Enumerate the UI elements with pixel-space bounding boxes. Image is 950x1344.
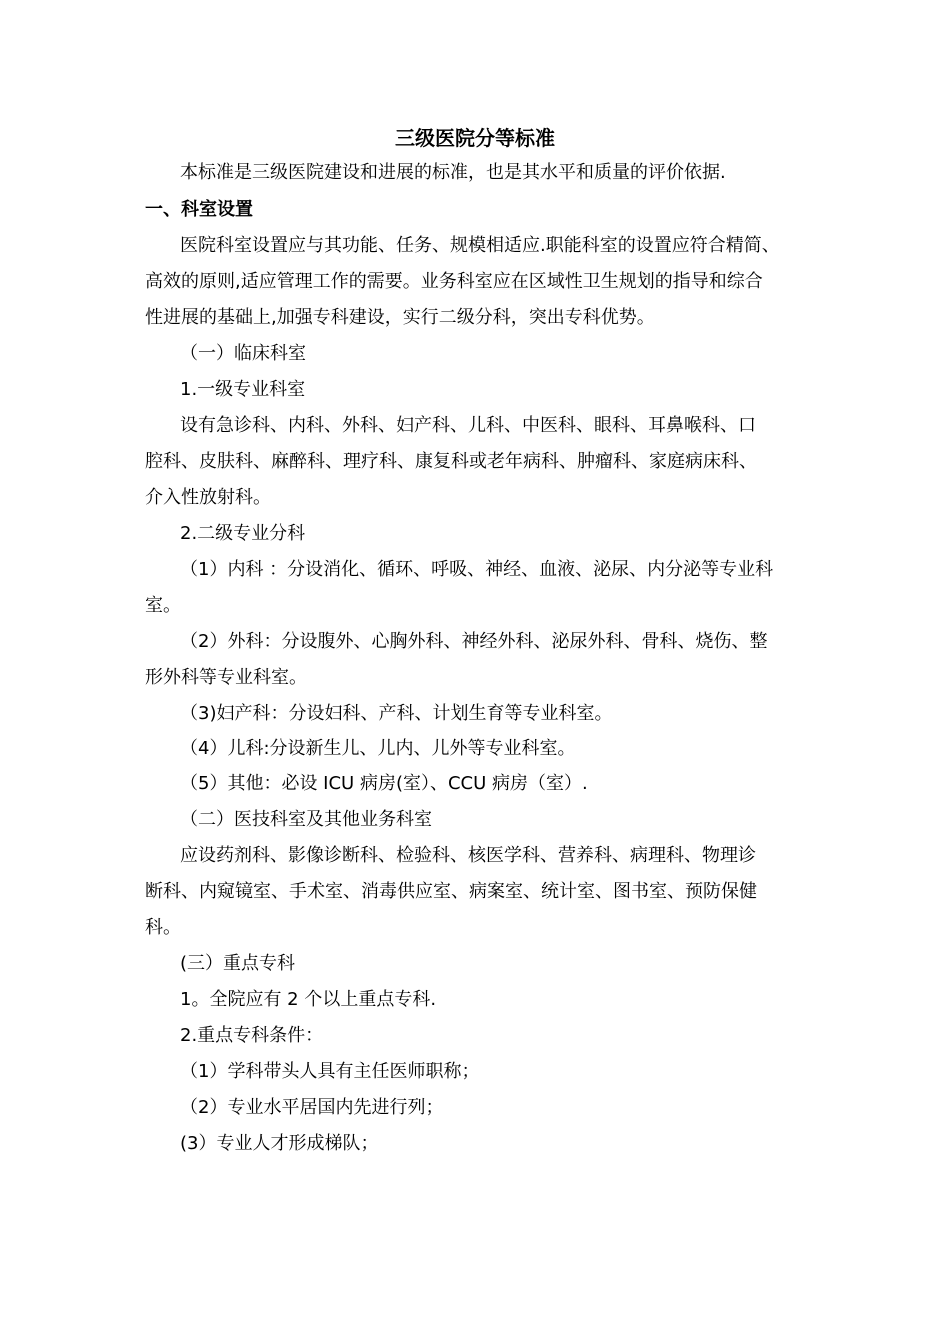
paragraph-line: 科。 (145, 917, 181, 938)
paragraph-line: 介入性放射科。 (145, 487, 271, 508)
item-title: 1.一级专业科室 (180, 379, 306, 400)
section-heading-dept-setup: 一、科室设置 (145, 199, 253, 220)
paragraph-line: 性进展的基础上,加强专科建设，实行二级分科，突出专科优势。 (145, 307, 655, 328)
intro-text: 本标准是三级医院建设和进展的标准，也是其水平和质量的评价依据. (180, 162, 726, 183)
paragraph-line: 2.重点专科条件： (180, 1025, 324, 1046)
subheading-medical-tech-depts: （二）医技科室及其他业务科室 (180, 809, 432, 830)
paragraph-line: (3）专业人才形成梯队； (180, 1133, 379, 1154)
paragraph-line: （2）专业水平居国内先进行列； (180, 1097, 444, 1118)
paragraph-line: （2）外科：分设腹外、心胸外科、神经外科、泌尿外科、骨科、烧伤、整 (180, 631, 768, 652)
paragraph-line: （3)妇产科：分设妇科、产科、计划生育等专业科室。 (180, 703, 613, 724)
paragraph-line: 1。全院应有 2 个以上重点专科. (180, 989, 437, 1010)
item-title: 2.二级专业分科 (180, 523, 306, 544)
paragraph-line: 形外科等专业科室。 (145, 667, 307, 688)
paragraph-line: 腔科、皮肤科、麻醉科、理疗科、康复科或老年病科、肿瘤科、家庭病床科、 (145, 451, 757, 472)
paragraph-line: 医院科室设置应与其功能、任务、规模相适应.职能科室的设置应符合精简、 (180, 235, 780, 256)
paragraph-line: （5）其他：必设 ICU 病房(室）、CCU 病房（室）. (180, 773, 588, 794)
document-title: 三级医院分等标准 (395, 126, 555, 150)
subheading-clinical-depts: （一）临床科室 (180, 343, 306, 364)
paragraph-line: （1）内科 ：分设消化、循环、呼吸、神经、血液、泌尿、内分泌等专业科 (180, 559, 774, 580)
paragraph-line: 应设药剂科、影像诊断科、检验科、核医学科、营养科、病理科、物理诊 (180, 845, 756, 866)
subheading-key-specialties: (三）重点专科 (180, 953, 296, 974)
paragraph-line: 断科、内窥镜室、手术室、消毒供应室、病案室、统计室、图书室、预防保健 (145, 881, 757, 902)
paragraph-line: 室。 (145, 595, 181, 616)
paragraph-line: （1）学科带头人具有主任医师职称； (180, 1061, 480, 1082)
paragraph-line: 设有急诊科、内科、外科、妇产科、儿科、中医科、眼科、耳鼻喉科、口 (180, 415, 756, 436)
paragraph-line: 高效的原则,适应管理工作的需要。业务科室应在区域性卫生规划的指导和综合 (145, 271, 763, 292)
paragraph-line: （4）儿科:分设新生儿、儿内、儿外等专业科室。 (180, 738, 576, 759)
